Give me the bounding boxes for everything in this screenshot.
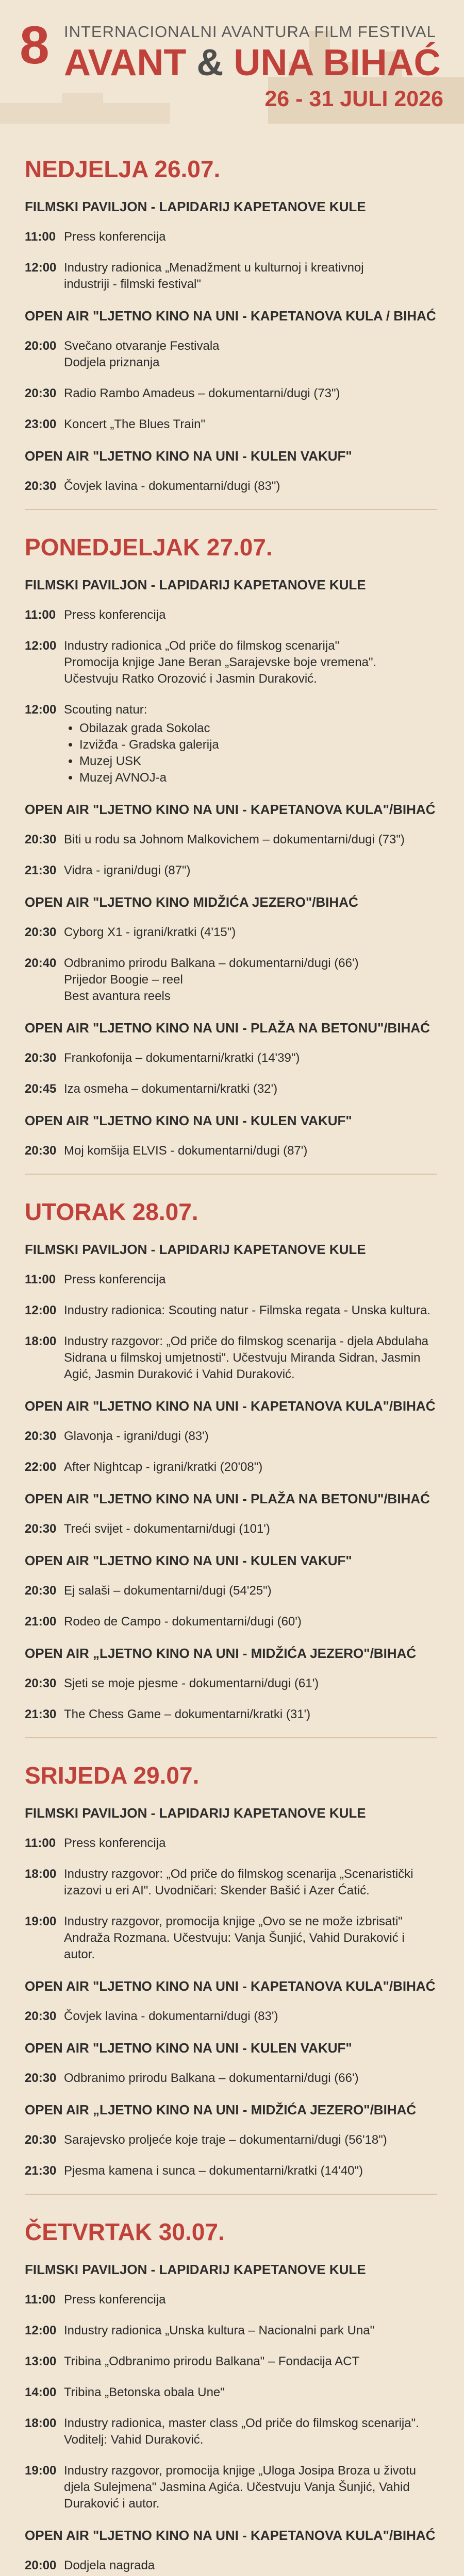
event-details <box>64 2384 437 2401</box>
event-details <box>64 607 437 623</box>
event-time: 20:30 <box>25 833 57 846</box>
venue-heading: OPEN AIR "LJETNO KINO NA UNI - PLAŽA NA BETONU"/BIHAĆ <box>25 1020 430 1036</box>
event-line: Tribina „Betonska obala Une" <box>64 2385 225 2399</box>
venue-heading: OPEN AIR "LJETNO KINO MIDŽIĆA JEZERO"/BIHAĆ <box>25 894 358 910</box>
event-row <box>25 416 437 433</box>
event-line: Treći svijet - dokumentarni/dugi (101') <box>64 1522 270 1536</box>
event-details <box>64 1081 437 1097</box>
venue-heading: FILMSKI PAVILJON - LAPIDARIJ KAPETANOVE KULE <box>25 1242 366 1257</box>
event-bullet: • Muzej USK <box>79 753 437 770</box>
event-row <box>25 2353 437 2370</box>
event-line: After Nightcap - igrani/kratki (20'08") <box>64 1460 263 1474</box>
event-line: Industry radionica: Scouting natur - Filmska regata - Unska kultura. <box>64 1303 430 1317</box>
event-details <box>64 2292 437 2308</box>
event-line: Dodjela nagrada <box>64 2558 155 2572</box>
event-time: 11:00 <box>25 2293 56 2307</box>
event-line: industriji - filmski festival" <box>64 277 201 291</box>
event-line: Press konferencija <box>64 608 166 622</box>
event-line: Glavonja - igrani/dugi (83') <box>64 1429 209 1443</box>
event-details <box>64 2163 437 2179</box>
event-details <box>64 924 437 941</box>
event-line: Best avantura reels <box>64 989 171 1003</box>
event-line: Press konferencija <box>64 230 166 244</box>
event-line: Industry razgovor, promocija knjige „Uloga Josipa Broza u životu <box>64 2464 416 2478</box>
event-time: 11:00 <box>25 608 56 622</box>
day-title: NEDJELJA 26.07. <box>25 156 221 182</box>
venue-heading: OPEN AIR "LJETNO KINO NA UNI - KAPETANOVA KULA"/BIHAĆ <box>25 1398 436 1414</box>
event-row <box>25 2292 437 2308</box>
event-line: Promocija knjige Jane Beran „Sarajevske boje vremena". <box>64 655 377 669</box>
event-details <box>64 478 437 495</box>
event-line: Agić, Jasmin Duraković i Vahid Duraković. <box>64 1367 295 1381</box>
event-line: Odbranimo prirodu Balkana – dokumentarni/dugi (66') <box>64 2071 359 2085</box>
event-time: 13:00 <box>25 2354 57 2368</box>
event-line: Frankofonija – dokumentarni/kratki (14'39") <box>64 1051 300 1065</box>
event-bullet: • Izvižđa - Gradska galerija <box>79 737 437 753</box>
event-time: 18:00 <box>25 2416 57 2430</box>
event-row <box>25 478 437 495</box>
event-time: 20:30 <box>25 1429 57 1443</box>
event-bullet: • Muzej AVNOJ-a <box>79 770 437 786</box>
event-bullet-list <box>64 720 437 786</box>
event-line: Moj komšija ELVIS - dokumentarni/dugi (87') <box>64 1144 308 1158</box>
event-time: 22:00 <box>25 1460 57 1474</box>
event-details <box>64 2070 437 2087</box>
venue-heading: OPEN AIR "LJETNO KINO NA UNI - KAPETANOVA KULA / BIHAĆ <box>25 308 436 324</box>
event-line: Press konferencija <box>64 2293 166 2307</box>
event-details <box>64 1143 437 1159</box>
event-row <box>25 1706 437 1723</box>
event-time: 21:30 <box>25 863 57 877</box>
event-time: 12:00 <box>25 1303 57 1317</box>
event-row <box>25 2132 437 2148</box>
event-time: 20:45 <box>25 1082 57 1096</box>
event-time: 11:00 <box>25 1273 56 1286</box>
event-details <box>64 2557 437 2574</box>
festival-dates: 26 - 31 JULI 2026 <box>264 87 443 111</box>
event-line: Radio Rambo Amadeus – dokumentarni/dugi (73") <box>64 386 340 400</box>
event-time: 12:00 <box>25 261 57 275</box>
event-time: 18:00 <box>25 1867 57 1881</box>
event-line: Sjeti se moje pjesme - dokumentarni/dugi (61') <box>64 1676 319 1690</box>
event-time: 20:30 <box>25 2009 57 2023</box>
event-details <box>64 1521 437 1537</box>
festival-title <box>64 42 441 83</box>
event-line: Industry radionica „Od priče do filmskog scenarija" <box>64 639 340 653</box>
event-row <box>25 1272 437 1288</box>
event-details <box>64 1866 437 1899</box>
festival-header <box>0 0 464 124</box>
event-row <box>25 338 437 371</box>
event-details <box>64 2353 437 2370</box>
event-row <box>25 638 437 687</box>
event-details <box>64 1583 437 1599</box>
event-row <box>25 229 437 245</box>
event-line: Scouting natur: <box>64 703 147 717</box>
event-time: 20:30 <box>25 1584 57 1598</box>
event-row <box>25 2323 437 2339</box>
event-time: 20:30 <box>25 1522 57 1536</box>
event-line: Svečano otvaranje Festivala <box>64 339 220 353</box>
event-row <box>25 1913 437 1963</box>
venue-heading: FILMSKI PAVILJON - LAPIDARIJ KAPETANOVE KULE <box>25 2262 366 2277</box>
event-line: Vidra - igrani/dugi (87") <box>64 863 191 877</box>
event-row <box>25 862 437 879</box>
event-time: 11:00 <box>25 1836 56 1850</box>
event-time: 11:00 <box>25 230 56 244</box>
event-time: 20:00 <box>25 2558 57 2572</box>
event-time: 20:30 <box>25 925 57 939</box>
event-details <box>64 955 437 1005</box>
event-time: 20:30 <box>25 1144 57 1158</box>
event-row <box>25 1614 437 1630</box>
event-row <box>25 1866 437 1899</box>
event-details <box>64 2132 437 2148</box>
event-time: 23:00 <box>25 417 57 431</box>
event-line: Čovjek lavina - dokumentarni/dugi (83') <box>64 2009 278 2023</box>
day-title: ČETVRTAK 30.07. <box>25 2218 225 2245</box>
event-details <box>64 1459 437 1476</box>
event-row <box>25 2163 437 2179</box>
venue-heading: OPEN AIR „LJETNO KINO NA UNI - MIDŽIĆA JEZERO"/BIHAĆ <box>25 1646 417 1661</box>
event-line: Dodjela priznanja <box>64 355 160 369</box>
day-separator <box>25 1737 437 1738</box>
venue-heading: FILMSKI PAVILJON - LAPIDARIJ KAPETANOVE KULE <box>25 577 366 592</box>
event-time: 19:00 <box>25 2464 57 2478</box>
event-time: 12:00 <box>25 2324 57 2337</box>
event-line: Odbranimo prirodu Balkana – dokumentarni/dugi (66') <box>64 956 359 970</box>
event-line: Sarajevsko proljeće koje traje – dokumentarni/dugi (56'18") <box>64 2133 387 2147</box>
event-line: Ej salaši – dokumentarni/dugi (54'25") <box>64 1584 272 1598</box>
event-details <box>64 1614 437 1630</box>
day-title: SRIJEDA 29.07. <box>25 1762 200 1789</box>
event-time: 20:40 <box>25 956 57 970</box>
event-line: Industry razgovor: „Od priče do filmskog scenarija „Scenaristički <box>64 1867 413 1881</box>
event-details <box>64 2323 437 2339</box>
event-details <box>64 1913 437 1963</box>
event-details <box>64 702 437 786</box>
event-line: Učestvuju Ratko Orozović i Jasmin Duraković. <box>64 672 317 686</box>
venue-heading: FILMSKI PAVILJON - LAPIDARIJ KAPETANOVE KULE <box>25 1805 366 1821</box>
event-line: The Chess Game – dokumentarni/kratki (31') <box>64 1707 311 1721</box>
event-row <box>25 1459 437 1476</box>
event-time: 20:00 <box>25 339 57 353</box>
event-details <box>64 832 437 848</box>
event-line: Tribina „Odbranimo prirodu Balkana" – Fondacija ACT <box>64 2354 360 2368</box>
event-time: 20:30 <box>25 2071 57 2085</box>
event-details <box>64 1272 437 1288</box>
event-details <box>64 2463 437 2512</box>
event-row <box>25 1302 437 1319</box>
venue-heading: OPEN AIR "LJETNO KINO NA UNI - KULEN VAKUF" <box>25 2040 352 2056</box>
event-time: 20:30 <box>25 479 57 493</box>
venue-heading: OPEN AIR „LJETNO KINO NA UNI - MIDŽIĆA JEZERO"/BIHAĆ <box>25 2102 417 2117</box>
day-title: PONEDJELJAK 27.07. <box>25 534 273 561</box>
event-details <box>64 260 437 293</box>
venue-heading: OPEN AIR "LJETNO KINO NA UNI - KULEN VAKUF" <box>25 448 352 464</box>
event-line: Duraković i autor. <box>64 2497 160 2511</box>
event-row <box>25 1428 437 1445</box>
event-line: Čovjek lavina - dokumentarni/dugi (83") <box>64 479 280 493</box>
venue-heading: FILMSKI PAVILJON - LAPIDARIJ KAPETANOVE KULE <box>25 199 366 214</box>
event-time: 20:30 <box>25 2133 57 2147</box>
event-time: 14:00 <box>25 2385 57 2399</box>
event-row <box>25 924 437 941</box>
event-row <box>25 1333 437 1383</box>
day-separator <box>25 2194 437 2195</box>
event-line: djela Sulejmena" Jasmina Agića. Učestvuju Vanja Šunjić, Vahid <box>64 2480 410 2494</box>
event-details <box>64 385 437 402</box>
festival-subtitle: INTERNACIONALNI AVANTURA FILM FESTIVAL <box>64 23 436 41</box>
venue-heading: OPEN AIR "LJETNO KINO NA UNI - KAPETANOVA KULA"/BIHAĆ <box>25 2528 436 2543</box>
event-time: 20:30 <box>25 1051 57 1065</box>
event-row <box>25 2557 437 2574</box>
event-row <box>25 1081 437 1097</box>
event-row <box>25 1835 437 1852</box>
venue-heading: OPEN AIR "LJETNO KINO NA UNI - KAPETANOVA KULA"/BIHAĆ <box>25 1978 436 1994</box>
event-details <box>64 1835 437 1852</box>
edition-number: 8 <box>20 15 49 75</box>
event-time: 21:00 <box>25 1615 57 1629</box>
event-details <box>64 1333 437 1383</box>
event-time: 18:00 <box>25 1334 57 1348</box>
event-line: Industry radionica „Menadžment u kulturnoj i kreativnoj <box>64 261 364 275</box>
event-details <box>64 1706 437 1723</box>
title-avant: AVANT <box>64 42 187 83</box>
title-ampersand: & <box>196 42 224 83</box>
event-line: Sidrana u filmskoj umjetnosti". Učestvuju Miranda Sidran, Jasmin <box>64 1351 421 1365</box>
program-schedule <box>25 155 437 2576</box>
event-row <box>25 1675 437 1692</box>
event-row <box>25 832 437 848</box>
title-una-bihac: UNA BIHAĆ <box>234 42 441 83</box>
event-details <box>64 1428 437 1445</box>
event-row <box>25 2070 437 2087</box>
event-row <box>25 702 437 786</box>
event-line: Press konferencija <box>64 1836 166 1850</box>
event-line: Press konferencija <box>64 1273 166 1286</box>
event-row <box>25 385 437 402</box>
event-time: 12:00 <box>25 639 57 653</box>
day-separator <box>25 1174 437 1175</box>
event-line: Industry radionica, master class „Od priče do filmskog scenarija". <box>64 2416 419 2430</box>
event-row <box>25 1521 437 1537</box>
event-line: Biti u rodu sa Johnom Malkovichem – dokumentarni/dugi (73") <box>64 833 405 846</box>
event-details <box>64 338 437 371</box>
event-line: Rodeo de Campo - dokumentarni/dugi (60') <box>64 1615 302 1629</box>
event-time: 20:30 <box>25 1676 57 1690</box>
event-time: 20:30 <box>25 386 57 400</box>
venue-heading: OPEN AIR "LJETNO KINO NA UNI - KULEN VAKUF" <box>25 1113 352 1128</box>
event-line: Pjesma kamena i sunca – dokumentarni/kratki (14'40") <box>64 2164 363 2178</box>
event-row <box>25 607 437 623</box>
event-row <box>25 955 437 1005</box>
venue-heading: OPEN AIR "LJETNO KINO NA UNI - KAPETANOVA KULA"/BIHAĆ <box>25 802 436 817</box>
event-bullet: • Obilazak grada Sokolac <box>79 720 437 737</box>
event-line: Prijedor Boogie – reel <box>64 973 183 987</box>
event-line: Voditelj: Vahid Duraković. <box>64 2433 204 2447</box>
event-line: Industry razgovor: „Od priče do filmskog scenarija - djela Abdulaha <box>64 1334 429 1348</box>
event-row <box>25 2384 437 2401</box>
event-row <box>25 2008 437 2025</box>
event-line: Industry radionica „Unska kultura – Nacionalni park Una" <box>64 2324 375 2337</box>
event-line: izazovi u eri AI". Uvodničari: Skender Bašić i Azer Ćatić. <box>64 1884 370 1897</box>
event-row <box>25 1050 437 1066</box>
event-row <box>25 1583 437 1599</box>
event-time: 21:30 <box>25 2164 57 2178</box>
event-details <box>64 416 437 433</box>
event-details <box>64 2415 437 2448</box>
event-row <box>25 2463 437 2512</box>
event-time: 19:00 <box>25 1914 57 1928</box>
event-details <box>64 1675 437 1692</box>
venue-heading: OPEN AIR "LJETNO KINO NA UNI - PLAŽA NA BETONU"/BIHAĆ <box>25 1491 430 1506</box>
venue-heading: OPEN AIR "LJETNO KINO NA UNI - KULEN VAKUF" <box>25 1553 352 1568</box>
event-details <box>64 229 437 245</box>
event-row <box>25 2415 437 2448</box>
event-time: 21:30 <box>25 1707 57 1721</box>
event-line: Andraža Rozmana. Učestvuju: Vanja Šunjić, Vahid Duraković i autor. <box>64 1931 405 1961</box>
event-line: Industry razgovor, promocija knjige „Ovo se ne može izbrisati" <box>64 1914 403 1928</box>
event-details <box>64 2008 437 2025</box>
event-line: Cyborg X1 - igrani/kratki (4'15") <box>64 925 236 939</box>
day-separator <box>25 509 437 510</box>
event-time: 12:00 <box>25 703 57 717</box>
event-details <box>64 638 437 687</box>
event-line: Koncert „The Blues Train" <box>64 417 205 431</box>
event-line: Iza osmeha – dokumentarni/kratki (32') <box>64 1082 278 1096</box>
event-details <box>64 1050 437 1066</box>
event-row <box>25 1143 437 1159</box>
day-title: UTORAK 28.07. <box>25 1198 198 1225</box>
event-details <box>64 862 437 879</box>
event-row <box>25 260 437 293</box>
event-details <box>64 1302 437 1319</box>
